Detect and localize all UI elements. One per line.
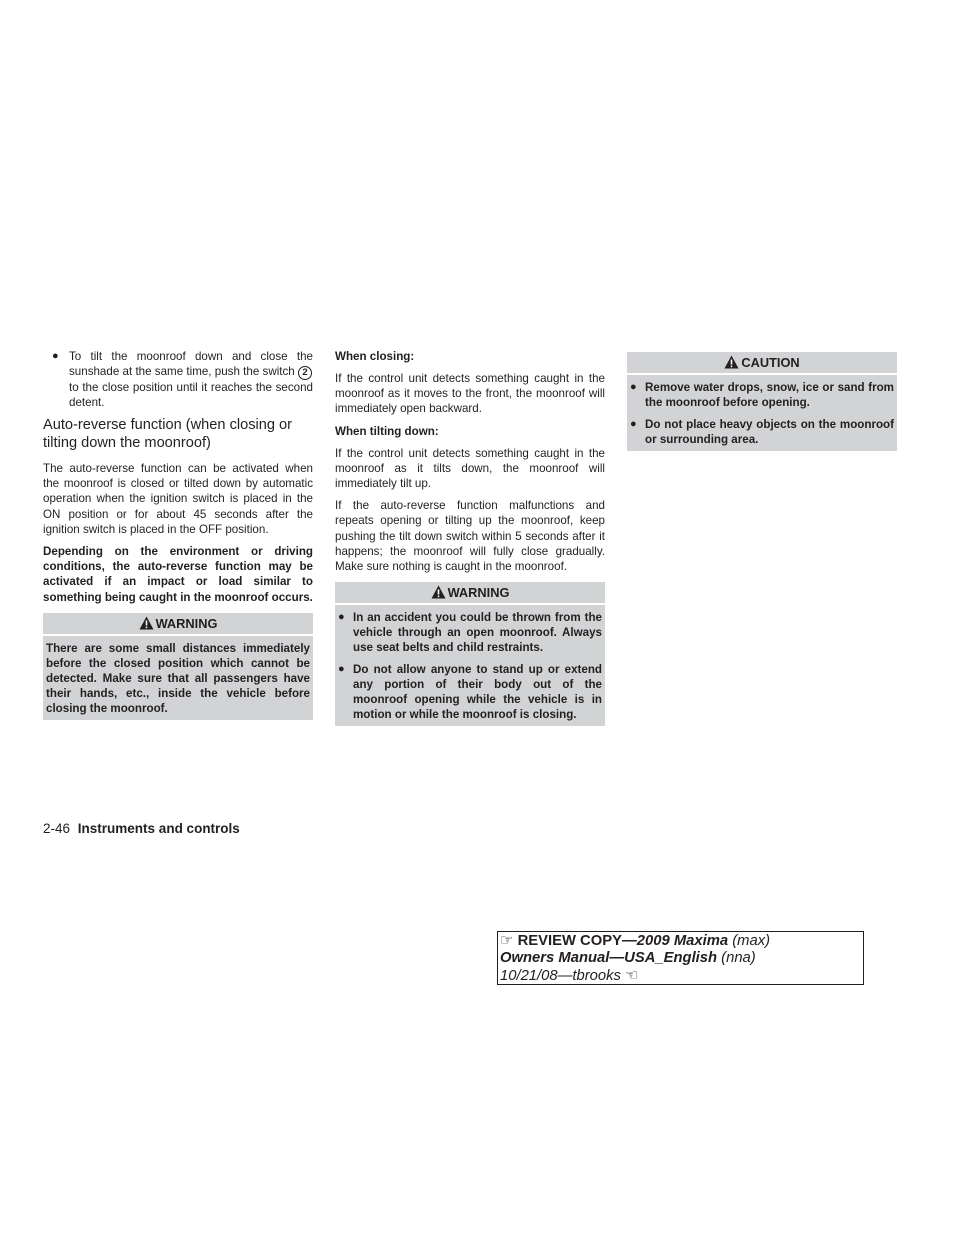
caution-icon [724,355,739,369]
pointing-hand-left-icon: ☜ [625,967,639,984]
stamp-line-1 [500,932,861,950]
warning-title [335,582,605,605]
malfunction-paragraph: If the auto-reverse function malfunctions and repeats opening or tilting up the moonroof, keep pushing the tilt down switch within 5 seconds after it happens; the moonroof will fully close gradually. Make sure nothing is caught in the moonroof. [335,499,605,574]
caution-box [627,352,897,451]
warning-box [335,582,605,726]
pointing-hand-right-icon: ☞ [500,932,514,949]
switch-number-badge: 2 [298,366,312,380]
stamp-review-copy: REVIEW COPY— [517,933,637,949]
tilt-instruction-list [43,349,313,410]
caution-body [627,375,897,451]
section-name: Instruments and controls [77,821,240,836]
section-heading: Auto-reverse function (when closing or tilting down the moonroof) [43,417,293,451]
warning-title-text: WARNING [155,615,218,631]
warning-item-text: Do not allow anyone to stand up or extend any portion of their body out of the moonroof opening while the vehicle is in motion or while the moonroof is closing. [353,663,602,722]
column-2 [335,349,605,726]
warning-box [43,613,313,720]
warning-title-text: WARNING [447,585,510,601]
bullet-icon: ● [630,418,637,430]
body-paragraph: The auto-reverse function can be activated when the moonroof is closed or tilted down by automatic operation when the ignition switch is placed in the ON position or for about 45 seconds after the ignition switch is placed in the OFF position. [43,462,313,536]
list-item [630,380,894,410]
bullet-icon: ● [52,350,59,362]
caution-item-text: Remove water drops, snow, ice or sand from the moonroof before opening. [645,381,894,409]
caution-list [630,380,894,447]
closing-paragraph: If the control unit detects something caught in the moonroof as it moves to the front, the moonroof will immediately open backward. [335,372,605,416]
page-number: 2-46 [43,821,71,836]
stamp-line-2 [500,950,861,967]
warning-list [338,610,602,722]
closing-heading: When closing: [335,350,415,363]
stamp-date-author: 10/21/08—tbrooks [500,968,621,984]
bold-paragraph: Depending on the environment or driving conditions, the auto-reverse function may be activated if an impact or load similar to something being caught in the moonroof occurs. [43,545,313,604]
stamp-line-3 [500,967,861,985]
warning-title [43,613,313,636]
bullet-icon: ● [338,663,345,676]
stamp-manual-code: (nna) [717,950,756,966]
stamp-model-code: (max) [728,933,771,949]
warning-body [335,605,605,726]
caution-title-text: CAUTION [741,355,800,370]
column-3 [627,344,897,451]
warning-icon [431,585,446,599]
bullet-icon: ● [630,381,637,393]
list-item [630,417,894,447]
bullet-text-continued: to the close position until it reaches the second detent. [69,381,313,409]
warning-icon [139,616,154,630]
tilting-paragraph: If the control unit detects something caught in the moonroof as it tilts down, the moonroof will immediately tilt up. [335,446,605,491]
warning-item-text: In an accident you could be thrown from the vehicle through an open moonroof. Always use seat belts and child restraints. [353,611,602,655]
warning-body [43,636,313,720]
warning-text: There are some small distances immediately before the closed position which cannot be detected. Make sure that all passengers have their hands, etc., inside the vehicle before closing the moonroof. [46,641,310,715]
review-copy-stamp [497,931,864,985]
stamp-model: 2009 Maxima [636,933,729,949]
stamp-manual: Owners Manual—USA_English [500,950,718,966]
bullet-icon: ● [338,611,345,624]
bullet-text: To tilt the moonroof down and close the sunshade at the same time, push the switch [69,350,313,378]
caution-title [627,352,897,375]
tilting-heading: When tilting down: [335,424,439,438]
page-footer [43,820,240,837]
list-item [338,610,602,655]
list-item [43,349,313,410]
caution-item-text: Do not place heavy objects on the moonroof or surrounding area. [645,418,894,446]
column-1 [43,349,313,720]
list-item [338,662,602,722]
